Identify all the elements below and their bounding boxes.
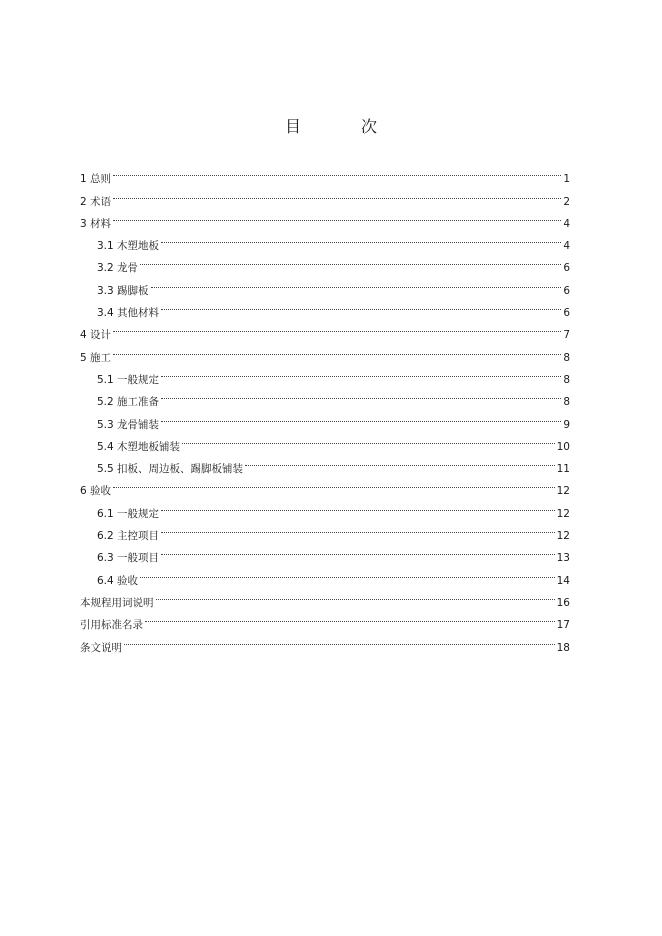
toc-entry-label: 5 施工 xyxy=(80,351,112,364)
toc-entry[interactable] xyxy=(80,606,570,632)
toc-entry-page-number: 2 xyxy=(563,195,570,208)
toc-entry-label: 6.1 一般规定 xyxy=(97,507,160,520)
toc-entry-label: 5.2 施工准备 xyxy=(97,396,160,409)
toc-entry[interactable] xyxy=(80,227,570,253)
toc-dot-leader xyxy=(113,338,561,360)
toc-entry-label: 6.4 验收 xyxy=(97,574,139,587)
toc-entry-label: 3.2 龙骨 xyxy=(97,262,139,275)
toc-entry[interactable] xyxy=(80,249,570,275)
toc-dot-leader xyxy=(161,361,561,383)
toc-entry-page-number: 7 xyxy=(563,329,570,342)
toc-entry-label: 3.4 其他材料 xyxy=(97,307,160,320)
toc-dot-leader xyxy=(156,584,555,606)
toc-entry-page-number: 8 xyxy=(563,351,570,364)
toc-entry-page-number: 12 xyxy=(556,507,570,520)
toc-dot-leader xyxy=(161,383,561,405)
toc-entry[interactable] xyxy=(80,628,570,654)
toc-entry[interactable] xyxy=(80,472,570,498)
toc-entry-label: 5.4 木塑地板铺装 xyxy=(97,440,181,453)
page-title: 目 次 xyxy=(284,117,399,136)
toc-entry-label: 条文说明 xyxy=(80,641,122,654)
toc-dot-leader xyxy=(245,450,555,472)
toc-entry[interactable] xyxy=(80,205,570,230)
toc-entry-page-number: 17 xyxy=(556,619,570,632)
toc-entry-page-number: 8 xyxy=(563,396,570,409)
toc-entry-page-number: 6 xyxy=(563,262,570,275)
toc-dot-leader xyxy=(113,160,561,182)
toc-dot-leader xyxy=(124,628,555,650)
toc-dot-leader xyxy=(113,316,561,338)
toc-entry[interactable] xyxy=(80,494,570,520)
toc-entry[interactable] xyxy=(80,160,570,186)
toc-entry-label: 2 术语 xyxy=(80,195,112,208)
toc-entry-page-number: 9 xyxy=(563,418,570,431)
toc-entry[interactable] xyxy=(80,584,570,609)
toc-entry-page-number: 6 xyxy=(563,307,570,320)
toc-dot-leader xyxy=(113,182,561,204)
toc-dot-leader xyxy=(161,539,555,561)
toc-dot-leader xyxy=(161,517,555,539)
toc-dot-leader xyxy=(113,205,561,227)
toc-dot-leader xyxy=(145,606,555,628)
toc-entry-page-number: 14 xyxy=(556,574,570,587)
toc-entry[interactable] xyxy=(80,361,570,386)
toc-entry-page-number: 8 xyxy=(563,373,570,386)
toc-entry-label: 3.1 木塑地板 xyxy=(97,240,160,253)
toc-dot-leader xyxy=(140,561,555,583)
toc-entry-label: 4 设计 xyxy=(80,329,112,342)
toc-dot-leader xyxy=(113,472,555,494)
toc-entry[interactable] xyxy=(80,294,570,320)
toc-entry-page-number: 12 xyxy=(556,485,570,498)
toc-entry-page-number: 18 xyxy=(556,641,570,654)
toc-entry-label: 1 总则 xyxy=(80,173,112,186)
toc-entry-label: 本规程用词说明 xyxy=(80,596,154,609)
table-of-contents xyxy=(80,160,570,654)
toc-entry[interactable] xyxy=(80,271,570,297)
toc-dot-leader xyxy=(161,405,561,427)
toc-entry-label: 6.3 一般项目 xyxy=(97,552,160,565)
toc-dot-leader xyxy=(151,271,562,293)
toc-entry-page-number: 10 xyxy=(556,440,570,453)
toc-dot-leader xyxy=(182,428,555,450)
toc-entry-label: 5.5 扣板、周边板、踢脚板铺装 xyxy=(97,463,244,476)
toc-entry-page-number: 1 xyxy=(563,173,570,186)
toc-entry-label: 5.3 龙骨铺装 xyxy=(97,418,160,431)
toc-entry-page-number: 4 xyxy=(563,217,570,230)
toc-entry[interactable] xyxy=(80,316,570,342)
toc-entry-page-number: 13 xyxy=(556,552,570,565)
toc-entry-label: 3 材料 xyxy=(80,217,112,230)
toc-dot-leader xyxy=(161,494,555,516)
toc-entry-page-number: 11 xyxy=(556,463,570,476)
toc-entry[interactable] xyxy=(80,338,570,364)
toc-entry-label: 6 验收 xyxy=(80,485,112,498)
toc-dot-leader xyxy=(161,294,561,316)
toc-dot-leader xyxy=(140,249,561,271)
toc-entry-label: 引用标准名录 xyxy=(80,619,143,632)
toc-dot-leader xyxy=(161,227,561,249)
toc-entry-page-number: 16 xyxy=(556,596,570,609)
toc-entry-label: 3.3 踢脚板 xyxy=(97,284,149,297)
toc-entry-label: 6.2 主控项目 xyxy=(97,530,160,543)
toc-entry[interactable] xyxy=(80,561,570,587)
toc-entry[interactable] xyxy=(80,182,570,208)
toc-entry-page-number: 4 xyxy=(563,240,570,253)
toc-entry-page-number: 12 xyxy=(556,530,570,543)
toc-entry-page-number: 6 xyxy=(563,284,570,297)
toc-entry-label: 5.1 一般规定 xyxy=(97,373,160,386)
